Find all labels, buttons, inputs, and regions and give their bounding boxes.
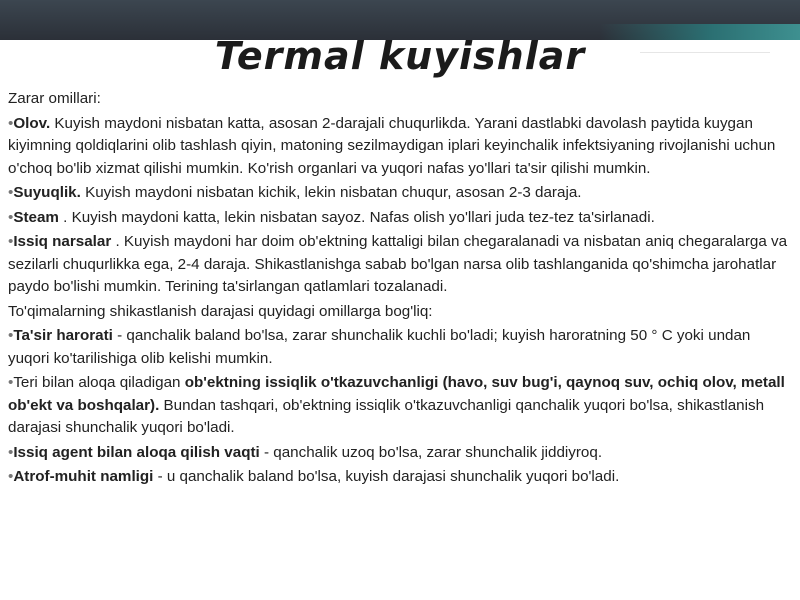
factor-key: Issiq agent bilan aloqa qilish vaqti	[13, 443, 260, 461]
item-key: Steam	[13, 208, 59, 226]
bullet: •	[8, 114, 14, 132]
intro2-text: To'qimalarning shikastlanish darajasi quyidagi omillarga bog'liq:	[8, 302, 433, 320]
item-text: . Kuyish maydoni katta, lekin nisbatan sayoz. Nafas olish yo'llari juda tez-tez ta'sirlanadi.	[58, 208, 655, 226]
item-text: . Kuyish maydoni har doim ob'ektning kattaligi bilan chegaralanadi va nisbatan aniq chegaralarga va sezilarli chuqurlikka ega, 2-4 daraja. Shikastlanishga sabab bo'lgan narsa olib tashlanganida qo'shimcha jarohatlar paydo bo'lishi mumkin. Terining ta'sirlangan qatlamlari tozalanadi.	[8, 233, 788, 295]
bullet: •	[8, 233, 14, 250]
item-text: Kuyish maydoni nisbatan kichik, lekin nisbatan chuqur, asosan 2-3 daraja.	[80, 184, 582, 201]
factor-item-namlik	[8, 466, 794, 489]
bullet: •	[8, 468, 14, 485]
item-key: Olov.	[13, 114, 51, 132]
item-text: Kuyish maydoni nisbatan katta, asosan 2-darajali chuqurlikda. Yarani dastlabki davolash paytida kuygan kiyimning qoldiqlarini olib tashlash qiyin, matoning sezilmaydigan iplari keyinchalik infektsiyaning rivojlanishi uchun o'choq bo'lib xizmat qilishi mumkin. Ko'rish organlari va yuqori nafas yo'llari ta'sir qilishi mumkin.	[8, 114, 776, 177]
bullet: •	[8, 184, 14, 201]
factor-text: - qanchalik baland bo'lsa, zarar shunchalik kuchli bo'ladi; kuyish haroratning 50 ° C yoki undan yuqori ko'tarilishiga olib kelishi mumkin.	[8, 327, 751, 367]
factor-item-harorat	[8, 325, 794, 370]
slide-title: Termal kuyishlar	[214, 34, 586, 78]
list-item-issiq-narsalar	[8, 231, 794, 299]
factor-key: ob'ektning issiqlik o'tkazuvchanligi (havo, suv bug'i, qaynoq suv, ochiq olov, metall ob'ekt va boshqalar).	[8, 374, 785, 414]
bullet: •	[8, 374, 14, 391]
bullet: •	[8, 443, 14, 461]
list-item-suyuqlik	[8, 182, 794, 205]
factor-pre-text: Teri bilan aloqa qiladigan	[13, 374, 185, 391]
slide-body	[8, 88, 794, 491]
bullet: •	[8, 327, 14, 344]
intro-text: Zarar omillari:	[8, 90, 101, 107]
item-key: Suyuqlik.	[13, 184, 81, 201]
factor-item-otkazuvchanlik	[8, 372, 794, 440]
list-item-steam	[8, 207, 794, 230]
factor-text: - u qanchalik baland bo'lsa, kuyish darajasi shunchalik yuqori bo'ladi.	[153, 468, 620, 485]
item-key: Issiq narsalar	[13, 233, 112, 250]
bullet: •	[8, 208, 14, 226]
factor-key: Atrof-muhit namligi	[13, 468, 154, 485]
factor-item-vaqt	[8, 442, 794, 465]
factor-text: - qanchalik uzoq bo'lsa, zarar shunchalik jiddiyroq.	[259, 443, 603, 461]
factor-key: Ta'sir harorati	[13, 327, 113, 344]
list-item-olov	[8, 113, 794, 181]
factor-text: Bundan tashqari, ob'ektning issiqlik o'tkazuvchanligi qanchalik yuqori bo'lsa, shikastlanish darajasi shunchalik yuqori bo'ladi.	[8, 396, 765, 436]
